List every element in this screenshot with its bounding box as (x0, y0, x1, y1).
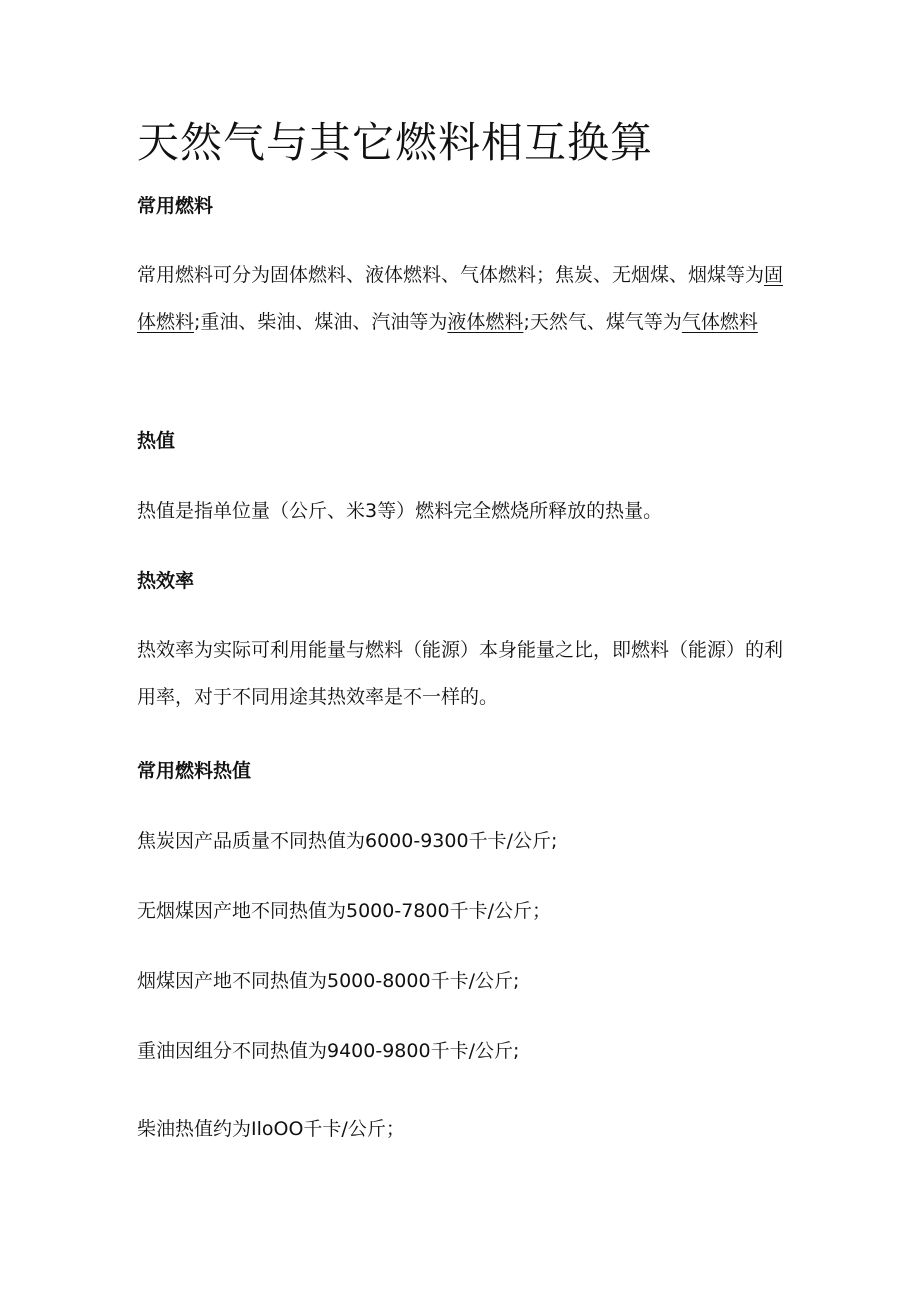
heat-value-item-bituminous: 烟煤因产地不同热值为5000-8000千卡/公斤; (137, 970, 520, 992)
common-fuels-separator-2: ;天然气、煤气等为 (523, 311, 682, 333)
thermal-efficiency-paragraph: 热效率为实际可利用能量与燃料（能源）本身能量之比，即燃料（能源）的利用率，对于不同用途其热效率是不一样的。 (137, 639, 784, 708)
heat-value-item-heavy-oil: 重油因组分不同热值为9400-9800千卡/公斤; (137, 1040, 520, 1062)
section-heading-heat-value: 热值 (137, 430, 176, 452)
common-fuels-intro: 常用燃料可分为固体燃料、液体燃料、气体燃料；焦炭、无烟煤、烟煤等为 (137, 264, 765, 286)
section-heading-common-fuels: 常用燃料 (137, 195, 214, 217)
section-heading-common-heat-values: 常用燃料热值 (137, 760, 252, 782)
common-fuels-paragraph (137, 252, 792, 346)
heat-value-item-anthracite: 无烟煤因产地不同热值为5000-7800千卡/公斤； (137, 900, 551, 922)
common-fuels-separator-1: ;重油、柴油、煤油、汽油等为 (194, 311, 448, 333)
heat-value-paragraph: 热值是指单位量（公斤、米3等）燃料完全燃烧所释放的热量。 (137, 500, 663, 522)
heat-value-item-diesel: 柴油热值约为IloOO千卡/公斤； (137, 1118, 405, 1140)
section-heading-thermal-efficiency: 热效率 (137, 570, 195, 592)
heat-value-item-coke: 焦炭因产品质量不同热值为6000-9300千卡/公斤; (137, 830, 558, 852)
solid-fuel-link[interactable]: 固体燃料 (137, 264, 784, 333)
gas-fuel-link[interactable]: 气体燃料 (681, 311, 758, 333)
document-title: 天然气与其它燃料相互换算 (137, 118, 654, 167)
liquid-fuel-link[interactable]: 液体燃料 (447, 311, 524, 333)
